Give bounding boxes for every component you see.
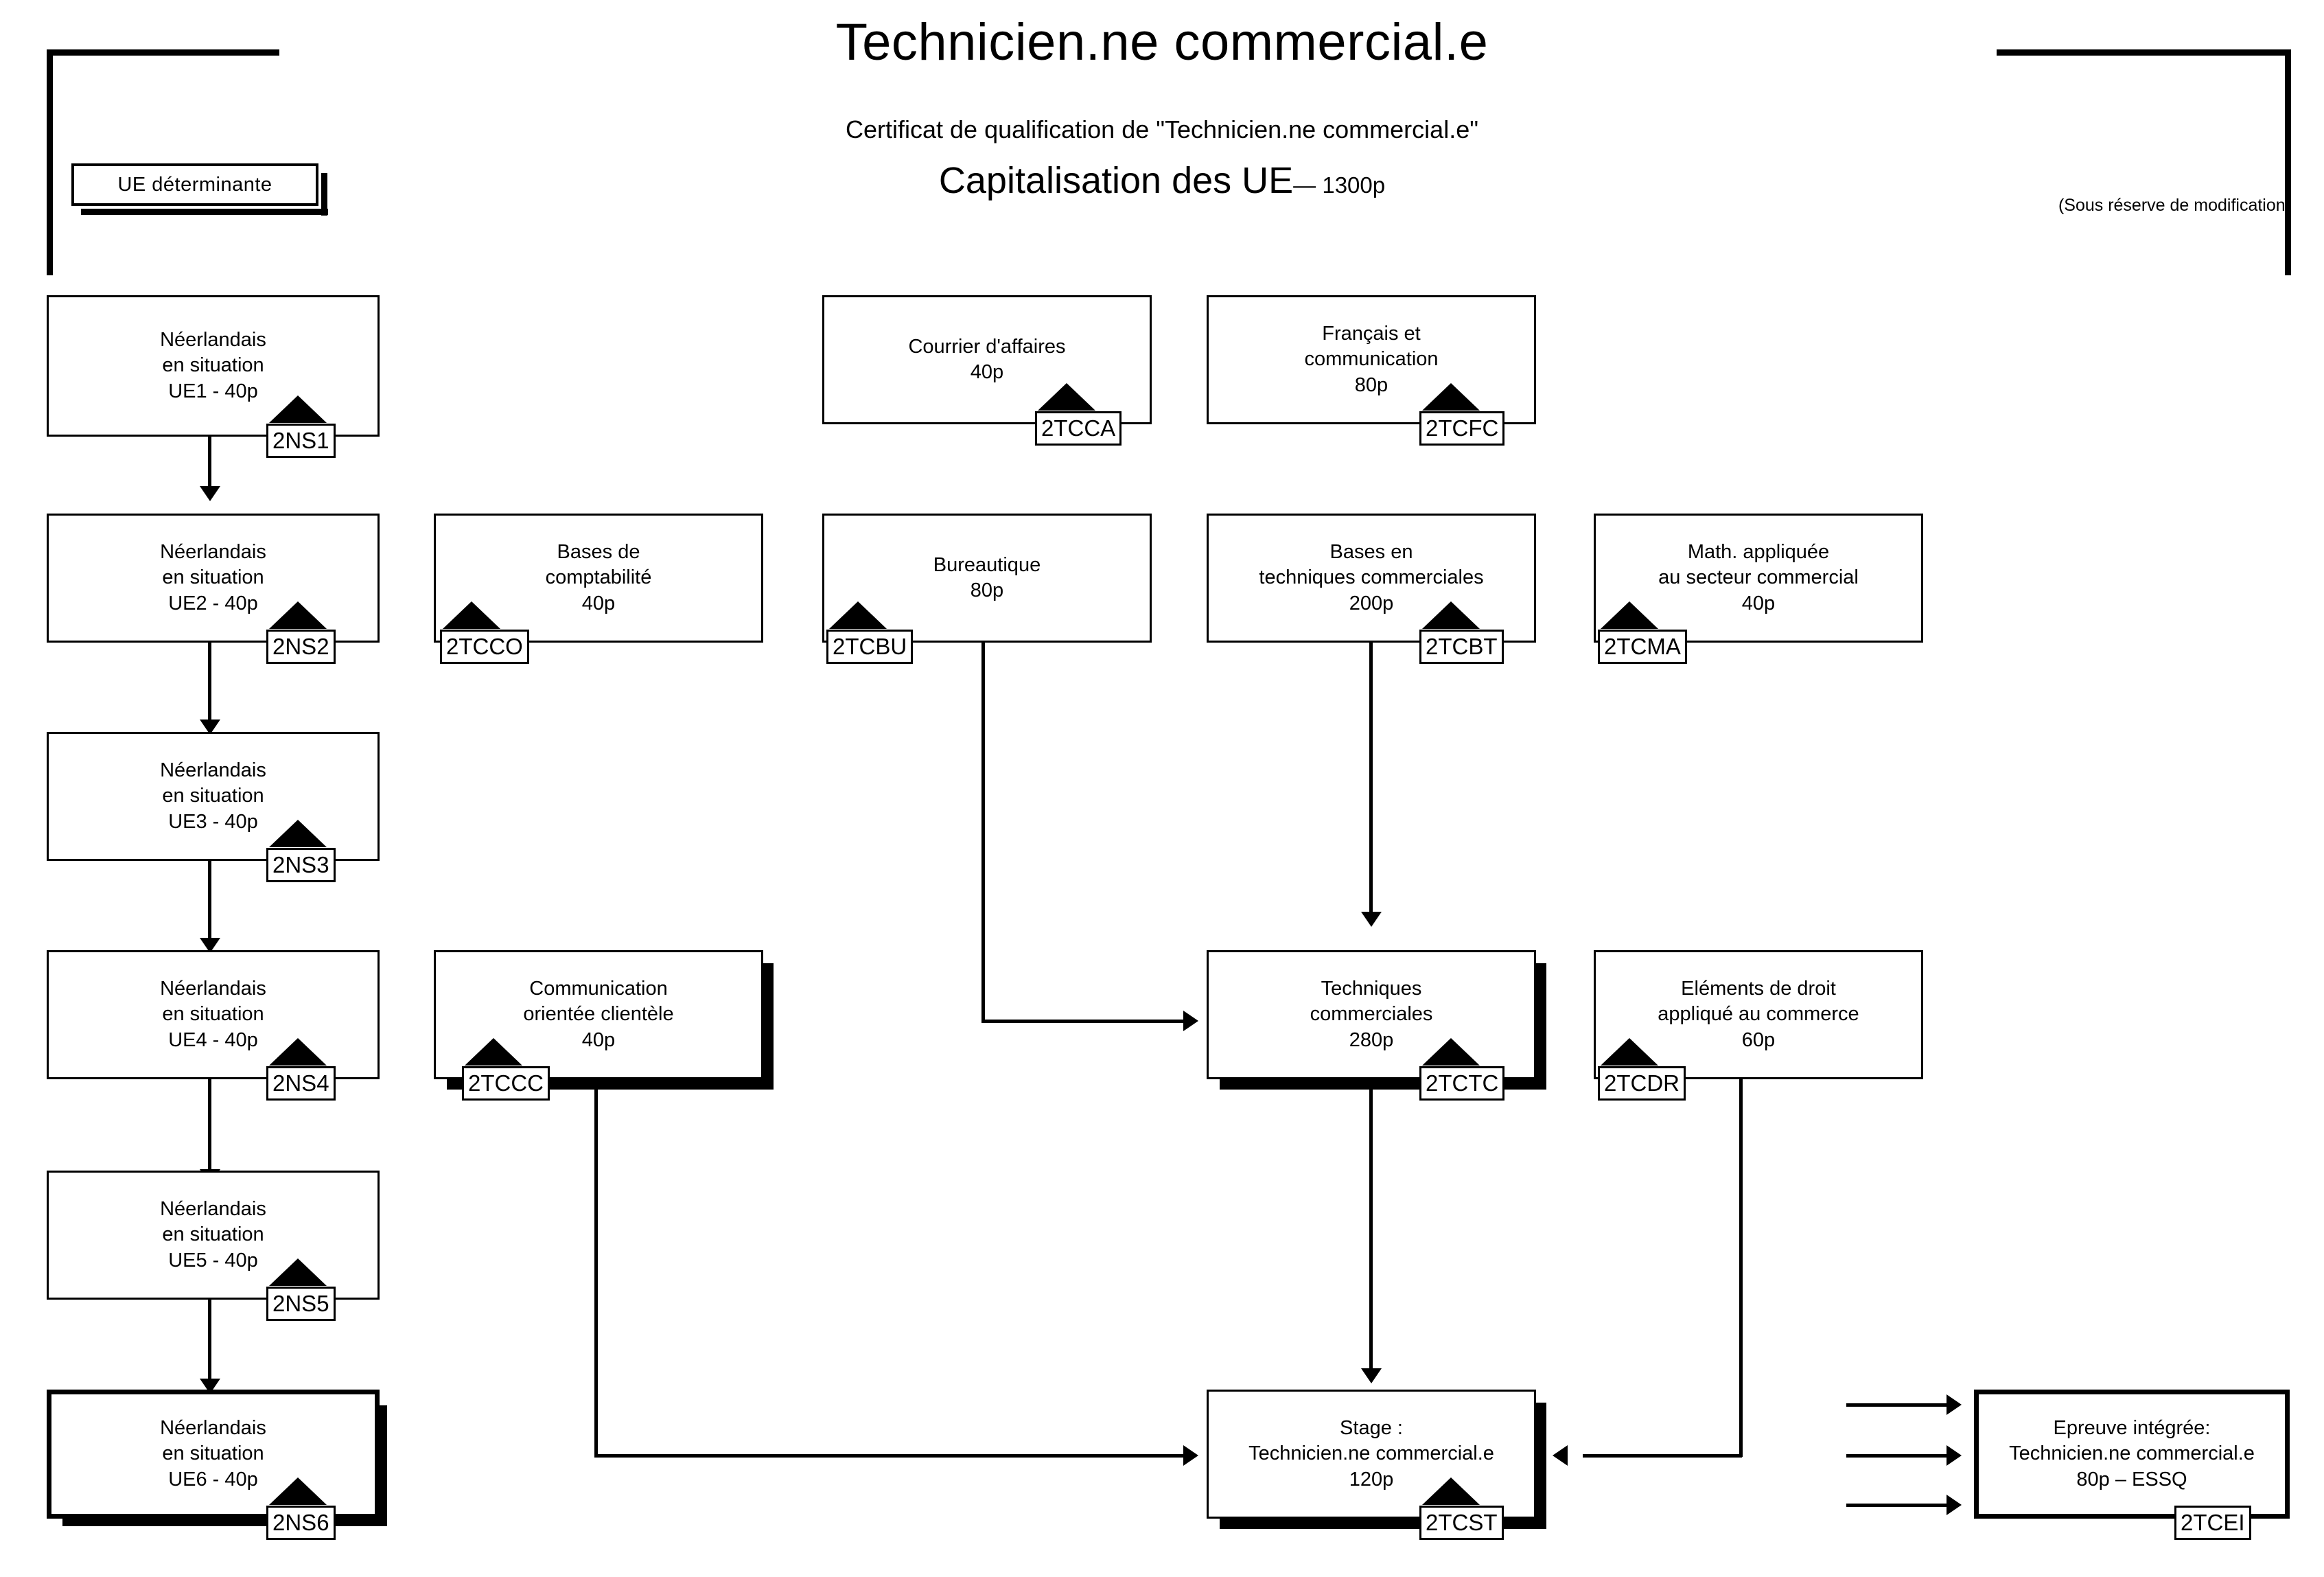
arrow-icon bbox=[200, 486, 220, 501]
determinante-marker-icon bbox=[1422, 1038, 1480, 1066]
node-line: 280p bbox=[1349, 1028, 1394, 1051]
connector bbox=[1846, 1403, 1949, 1407]
code-2NS4: 2NS4 bbox=[266, 1066, 336, 1101]
node-line: UE1 - 40p bbox=[168, 380, 258, 402]
node-2TCTC[interactable] bbox=[1207, 950, 1536, 1079]
node-2NS1[interactable] bbox=[47, 295, 380, 437]
determinante-marker-icon bbox=[1422, 1477, 1480, 1505]
page-subtitle: Certificat de qualification de "Technicien.ne commercial.e" bbox=[845, 115, 1478, 143]
determinante-marker-icon bbox=[269, 1038, 327, 1066]
code-2TCCC: 2TCCC bbox=[462, 1066, 550, 1101]
node-line: UE5 - 40p bbox=[168, 1249, 258, 1271]
node-line: techniques commerciales bbox=[1259, 566, 1484, 589]
connector bbox=[594, 1079, 598, 1457]
arrow-icon bbox=[1947, 1394, 1962, 1415]
arrow-icon bbox=[1183, 1445, 1198, 1466]
code-2TCTC: 2TCTC bbox=[1419, 1066, 1504, 1101]
node-2NS4[interactable] bbox=[47, 950, 380, 1079]
node-line: Technicien.ne commercial.e bbox=[2009, 1442, 2255, 1465]
determinante-marker-icon bbox=[1038, 383, 1095, 411]
node-2TCEI[interactable] bbox=[1974, 1390, 2290, 1519]
node-line: 40p bbox=[970, 361, 1004, 383]
code-2TCEI: 2TCEI bbox=[2174, 1506, 2251, 1540]
node-line: 40p bbox=[581, 592, 616, 614]
code-2NS2: 2NS2 bbox=[266, 630, 336, 664]
code-2TCCA: 2TCCA bbox=[1035, 411, 1122, 446]
node-line: Courrier d'affaires bbox=[908, 335, 1066, 358]
node-line: en situation bbox=[162, 1003, 264, 1026]
node-line: en situation bbox=[162, 566, 264, 589]
node-line: en situation bbox=[162, 1442, 264, 1465]
code-2TCDR: 2TCDR bbox=[1598, 1066, 1686, 1101]
code-2NS3: 2NS3 bbox=[266, 848, 336, 882]
determinante-marker-icon bbox=[269, 601, 327, 629]
node-2NS5[interactable] bbox=[47, 1171, 380, 1300]
node-line: Néerlandais bbox=[160, 759, 266, 782]
node-line: 200p bbox=[1349, 592, 1394, 614]
node-line: Néerlandais bbox=[160, 1198, 266, 1221]
connector bbox=[594, 1454, 1186, 1458]
node-line: UE6 - 40p bbox=[168, 1468, 258, 1490]
node-line: 80p bbox=[970, 579, 1004, 601]
node-line: orientée clientèle bbox=[523, 1003, 674, 1026]
connector bbox=[1369, 1079, 1373, 1374]
node-line: Bureautique bbox=[933, 553, 1041, 576]
node-line: 40p bbox=[1741, 592, 1776, 614]
node-line: Math. appliquée bbox=[1687, 541, 1830, 564]
arrow-icon bbox=[1553, 1445, 1568, 1466]
connector bbox=[981, 643, 985, 1022]
node-2TCCA[interactable] bbox=[822, 295, 1152, 424]
connector bbox=[208, 643, 211, 725]
determinante-marker-icon bbox=[465, 1038, 522, 1066]
arrow-icon bbox=[1183, 1011, 1198, 1031]
connector bbox=[981, 1020, 1187, 1023]
node-line: Eléments de droit bbox=[1681, 978, 1836, 1000]
node-line: Epreuve intégrée: bbox=[2053, 1417, 2211, 1440]
connector bbox=[1846, 1504, 1949, 1507]
code-2NS5: 2NS5 bbox=[266, 1287, 336, 1321]
node-2TCST[interactable] bbox=[1207, 1390, 1536, 1519]
node-shadow bbox=[761, 963, 774, 1090]
node-line: communication bbox=[1304, 348, 1439, 371]
determinante-marker-icon bbox=[1422, 601, 1480, 629]
node-line: Néerlandais bbox=[160, 329, 266, 352]
code-2TCBT: 2TCBT bbox=[1419, 630, 1504, 664]
node-line: Bases en bbox=[1329, 541, 1413, 564]
node-line: UE4 - 40p bbox=[168, 1028, 258, 1051]
determinante-marker-icon bbox=[443, 601, 500, 629]
node-line: 120p bbox=[1349, 1468, 1394, 1490]
node-shadow bbox=[1534, 1403, 1546, 1529]
determinante-marker-icon bbox=[1601, 1038, 1658, 1066]
arrow-icon bbox=[1947, 1495, 1962, 1515]
node-2TCFC[interactable] bbox=[1207, 295, 1536, 424]
node-line: en situation bbox=[162, 1223, 264, 1246]
node-line: Techniques bbox=[1321, 978, 1422, 1000]
code-2TCMA: 2TCMA bbox=[1598, 630, 1687, 664]
node-line: Néerlandais bbox=[160, 541, 266, 564]
reserve-note: (Sous réserve de modification) bbox=[2058, 196, 2291, 215]
node-line: en situation bbox=[162, 785, 264, 807]
node-line: 80p – ESSQ bbox=[2076, 1468, 2187, 1490]
node-shadow bbox=[62, 1514, 387, 1526]
code-2NS1: 2NS1 bbox=[266, 424, 336, 458]
determinante-marker-icon bbox=[1601, 601, 1658, 629]
determinante-marker-icon bbox=[829, 601, 887, 629]
caption-hours: — 1300p bbox=[1293, 172, 1386, 198]
node-line: Bases de bbox=[557, 541, 640, 564]
node-line: commerciales bbox=[1310, 1003, 1433, 1026]
page-caption bbox=[0, 159, 2324, 202]
node-line: appliqué au commerce bbox=[1658, 1003, 1859, 1026]
node-shadow bbox=[375, 1405, 387, 1526]
node-line: Français et bbox=[1322, 323, 1421, 345]
determinante-marker-icon bbox=[269, 820, 327, 847]
caption-text: Capitalisation des UE bbox=[938, 160, 1294, 201]
connector bbox=[208, 437, 211, 492]
node-2NS3[interactable] bbox=[47, 732, 380, 861]
node-2NS6[interactable] bbox=[47, 1390, 380, 1519]
node-line: Communication bbox=[529, 978, 668, 1000]
connector bbox=[1846, 1454, 1949, 1458]
arrow-icon bbox=[1361, 912, 1382, 927]
node-line: au secteur commercial bbox=[1658, 566, 1859, 589]
connector bbox=[208, 861, 211, 943]
code-2TCFC: 2TCFC bbox=[1419, 411, 1504, 446]
code-2TCBU: 2TCBU bbox=[826, 630, 913, 664]
connector bbox=[1583, 1454, 1742, 1458]
legend-determinante bbox=[71, 163, 318, 206]
node-line: Technicien.ne commercial.e bbox=[1248, 1442, 1494, 1465]
node-shadow bbox=[1534, 963, 1546, 1090]
node-line: 40p bbox=[581, 1028, 616, 1051]
code-2TCCO: 2TCCO bbox=[440, 630, 529, 664]
node-line: Néerlandais bbox=[160, 1417, 266, 1440]
node-line: UE2 - 40p bbox=[168, 592, 258, 614]
node-line: comptabilité bbox=[545, 566, 652, 589]
legend-label: UE déterminante bbox=[117, 173, 272, 196]
node-line: Stage : bbox=[1340, 1417, 1403, 1440]
node-line: UE3 - 40p bbox=[168, 810, 258, 833]
node-2TCBT[interactable] bbox=[1207, 514, 1536, 643]
node-2NS2[interactable] bbox=[47, 514, 380, 643]
determinante-marker-icon bbox=[269, 1258, 327, 1286]
connector bbox=[1739, 1079, 1743, 1457]
determinante-marker-icon bbox=[269, 1477, 327, 1505]
determinante-marker-icon bbox=[1422, 383, 1480, 411]
connector bbox=[1369, 643, 1373, 917]
code-2NS6: 2NS6 bbox=[266, 1506, 336, 1540]
determinante-marker-icon bbox=[269, 395, 327, 423]
arrow-icon bbox=[1361, 1368, 1382, 1383]
arrow-icon bbox=[1947, 1445, 1962, 1466]
code-2TCST: 2TCST bbox=[1419, 1506, 1504, 1540]
node-line: 60p bbox=[1741, 1028, 1776, 1051]
page-title: Technicien.ne commercial.e bbox=[835, 13, 1489, 71]
node-line: en situation bbox=[162, 354, 264, 377]
connector bbox=[208, 1300, 211, 1383]
node-line: 80p bbox=[1354, 373, 1388, 396]
connector bbox=[208, 1079, 211, 1175]
node-line: Néerlandais bbox=[160, 978, 266, 1000]
